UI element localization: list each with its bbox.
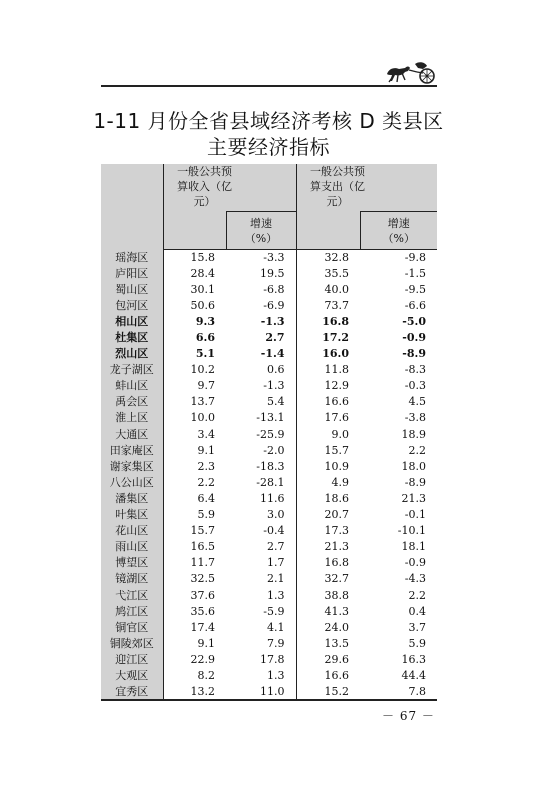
- income-growth-cell: -3.3: [263, 250, 285, 264]
- region-cell: 八公山区: [101, 475, 163, 491]
- table-row: [101, 684, 437, 700]
- income-header-label: 一般公共预算收入（亿元）: [177, 165, 233, 208]
- region-cell: 瑶海区: [101, 250, 163, 266]
- expend-growth-cell: -6.6: [404, 298, 426, 312]
- expend-growth-cell: -1.5: [404, 266, 426, 280]
- income-growth-cell: -25.9: [256, 427, 285, 441]
- income-cell: 2.3: [197, 459, 216, 473]
- table-row: [101, 668, 437, 684]
- expend-cell: 10.9: [296, 459, 360, 475]
- table-row: [101, 298, 437, 314]
- region-cell: 迎江区: [101, 652, 163, 668]
- income-growth-cell: 1.3: [267, 588, 285, 602]
- region-column-header: [101, 164, 163, 250]
- expend-cell: 24.0: [296, 620, 360, 636]
- expend-growth-cell: 44.4: [401, 668, 426, 682]
- horse-carriage-icon: [383, 60, 437, 86]
- expend-growth-cell: -5.0: [402, 314, 426, 328]
- region-cell: 鸠江区: [101, 604, 163, 620]
- income-cell: 11.7: [190, 556, 216, 570]
- expend-cell: 17.6: [296, 410, 360, 426]
- expend-growth-cell: 4.5: [408, 395, 426, 409]
- expend-header: [296, 164, 437, 212]
- expend-growth-cell: -9.5: [404, 282, 426, 296]
- income-cell: 9.3: [195, 314, 216, 328]
- expend-cell: 13.5: [296, 636, 360, 652]
- indicator-table: [101, 164, 437, 701]
- expend-growth-cell: -0.3: [404, 379, 426, 393]
- table-body: [101, 250, 437, 701]
- expend-growth-cell: 21.3: [401, 491, 426, 505]
- income-growth-cell: -6.9: [263, 298, 285, 312]
- expend-growth-cell: -3.8: [404, 411, 426, 425]
- region-cell: 铜陵郊区: [101, 636, 163, 652]
- table-row: [101, 427, 437, 443]
- income-cell: 3.4: [197, 427, 216, 441]
- expend-cell: 32.7: [296, 571, 360, 587]
- income-growth-cell: -13.1: [256, 411, 285, 425]
- income-cell: 16.5: [190, 540, 216, 554]
- income-cell: 8.2: [197, 668, 216, 682]
- table-row: [101, 620, 437, 636]
- expend-cell: 29.6: [296, 652, 360, 668]
- expend-growth-cell: -10.1: [397, 524, 426, 538]
- expend-cell: 16.0: [296, 346, 360, 362]
- table-row: [101, 443, 437, 459]
- table-row: [101, 250, 437, 266]
- page-subtitle: 主要经济指标: [207, 135, 330, 159]
- expend-growth-cell: -9.8: [404, 250, 426, 264]
- income-cell: 10.2: [190, 363, 216, 377]
- page-title: 1-11 月份全省县域经济考核 D 类县区: [93, 109, 444, 133]
- expend-cell: 73.7: [296, 298, 360, 314]
- region-cell: 宜秀区: [101, 684, 163, 700]
- region-cell: 大通区: [101, 427, 163, 443]
- income-cell: 13.7: [190, 395, 216, 409]
- expend-cell: 16.8: [296, 314, 360, 330]
- expend-growth-cell: -8.3: [404, 363, 426, 377]
- income-cell: 2.2: [197, 475, 216, 489]
- expend-growth-cell: 18.1: [401, 540, 426, 554]
- region-cell: 龙子湖区: [101, 362, 163, 378]
- expend-growth-cell: -8.9: [402, 347, 426, 361]
- expend-cell: 21.3: [296, 539, 360, 555]
- income-cell: 10.0: [190, 411, 216, 425]
- income-growth-cell: 2.7: [265, 331, 285, 345]
- table-row: [101, 266, 437, 282]
- table-row: [101, 555, 437, 571]
- expend-growth-cell: 7.8: [360, 684, 437, 700]
- income-cell: 30.1: [190, 282, 216, 296]
- income-growth-cell: 1.3: [267, 668, 285, 682]
- table-row: [101, 378, 437, 394]
- income-cell: 50.6: [190, 298, 216, 312]
- table-row: [101, 282, 437, 298]
- income-growth-cell: 3.0: [267, 508, 285, 522]
- income-growth-cell: 7.9: [267, 636, 285, 650]
- expend-growth-cell: 2.2: [408, 443, 426, 457]
- table-row: [101, 491, 437, 507]
- region-cell: 花山区: [101, 523, 163, 539]
- income-cell: 15.7: [190, 524, 216, 538]
- income-cell: 35.6: [190, 604, 216, 618]
- expend-cell: 16.8: [296, 555, 360, 571]
- table-row: [101, 539, 437, 555]
- income-growth-cell: 2.1: [267, 572, 285, 586]
- income-cell: 32.5: [190, 572, 216, 586]
- expend-growth-cell: -4.3: [404, 572, 426, 586]
- table-row: [101, 330, 437, 346]
- expend-cell: 16.6: [296, 668, 360, 684]
- table-row: [101, 459, 437, 475]
- income-cell: 6.6: [195, 331, 216, 345]
- income-cell: 28.4: [190, 266, 216, 280]
- expend-header-label: 一般公共预算支出（亿元）: [310, 165, 365, 208]
- income-growth-cell: 5.4: [267, 395, 285, 409]
- income-cell: 22.9: [190, 652, 216, 666]
- region-cell: 雨山区: [101, 539, 163, 555]
- region-cell: 博望区: [101, 555, 163, 571]
- income-cell: 15.8: [190, 250, 216, 264]
- expend-cell: 15.2: [296, 684, 360, 700]
- page-number: － 67 －: [382, 709, 435, 723]
- expend-growth-cell: -0.9: [404, 556, 426, 570]
- table-row: [101, 362, 437, 378]
- table-row: [101, 314, 437, 330]
- expend-cell: 18.6: [296, 491, 360, 507]
- expend-growth-cell: -0.1: [404, 508, 426, 522]
- table-row: [101, 571, 437, 587]
- income-cell: 9.7: [197, 379, 216, 393]
- table-row: [101, 410, 437, 426]
- income-growth-cell: -1.3: [260, 314, 285, 328]
- income-header: [163, 164, 296, 212]
- income-growth-cell: -1.4: [260, 347, 285, 361]
- expend-growth-cell: 18.9: [401, 427, 426, 441]
- income-cell: 37.6: [190, 588, 216, 602]
- expend-growth-cell: 18.0: [401, 459, 426, 473]
- table-row: [101, 507, 437, 523]
- expend-cell: 38.8: [296, 587, 360, 603]
- income-growth-cell: 19.5: [260, 266, 285, 280]
- region-cell: 镜湖区: [101, 571, 163, 587]
- income-cell: 5.9: [197, 508, 216, 522]
- income-growth-cell: -5.9: [263, 604, 285, 618]
- region-cell: 大观区: [101, 668, 163, 684]
- expend-growth-cell: 5.9: [408, 636, 426, 650]
- income-cell: 17.4: [190, 620, 216, 634]
- region-cell: 相山区: [101, 314, 163, 330]
- expend-growth-cell: -8.9: [404, 475, 426, 489]
- expend-cell: 9.0: [296, 427, 360, 443]
- region-cell: 杜集区: [101, 330, 163, 346]
- income-growth-cell: -1.3: [263, 379, 285, 393]
- region-cell: 包河区: [101, 298, 163, 314]
- income-growth-cell: -2.0: [263, 443, 285, 457]
- income-growth-header: 增速（%）: [226, 212, 296, 250]
- expend-growth-cell: 16.3: [401, 652, 426, 666]
- income-growth-cell: 11.0: [226, 684, 296, 700]
- region-cell: 叶集区: [101, 507, 163, 523]
- income-growth-cell: 2.7: [267, 540, 285, 554]
- income-growth-cell: 4.1: [267, 620, 285, 634]
- expend-cell: 16.6: [296, 394, 360, 410]
- income-growth-cell: 17.8: [260, 652, 285, 666]
- expend-growth-cell: 3.7: [408, 620, 426, 634]
- expend-cell: 40.0: [296, 282, 360, 298]
- income-cell: 5.1: [195, 347, 216, 361]
- table-row: [101, 394, 437, 410]
- table-row: [101, 636, 437, 652]
- region-cell: 谢家集区: [101, 459, 163, 475]
- income-cell: 13.2: [163, 684, 226, 700]
- income-growth-cell: 1.7: [267, 556, 285, 570]
- region-cell: 铜官区: [101, 620, 163, 636]
- table-row: [101, 652, 437, 668]
- income-growth-cell: 11.6: [260, 491, 285, 505]
- income-growth-cell: 0.6: [267, 363, 285, 377]
- expend-cell: 11.8: [296, 362, 360, 378]
- income-growth-cell: -18.3: [256, 459, 285, 473]
- region-cell: 庐阳区: [101, 266, 163, 282]
- income-growth-cell: -6.8: [263, 282, 285, 296]
- region-cell: 田家庵区: [101, 443, 163, 459]
- table-row: [101, 346, 437, 362]
- income-cell: 6.4: [197, 491, 216, 505]
- expend-cell: 35.5: [296, 266, 360, 282]
- expend-growth-header: 增速（%）: [360, 212, 437, 250]
- table-row: [101, 475, 437, 491]
- table-row: [101, 523, 437, 539]
- expend-cell: 15.7: [296, 443, 360, 459]
- region-cell: 弋江区: [101, 587, 163, 603]
- region-cell: 淮上区: [101, 410, 163, 426]
- expend-growth-cell: 0.4: [408, 604, 426, 618]
- expend-cell: 12.9: [296, 378, 360, 394]
- region-cell: 蜀山区: [101, 282, 163, 298]
- region-cell: 蚌山区: [101, 378, 163, 394]
- table-row: [101, 604, 437, 620]
- expend-growth-cell: -0.9: [402, 331, 426, 345]
- expend-growth-cell: 2.2: [408, 588, 426, 602]
- region-cell: 烈山区: [101, 346, 163, 362]
- income-growth-cell: -28.1: [256, 475, 285, 489]
- region-cell: 禹会区: [101, 394, 163, 410]
- region-cell: 潘集区: [101, 491, 163, 507]
- expend-cell: 41.3: [296, 604, 360, 620]
- income-growth-cell: -0.4: [263, 524, 285, 538]
- table-row: [101, 587, 437, 603]
- expend-cell: 17.2: [296, 330, 360, 346]
- expend-cell: 17.3: [296, 523, 360, 539]
- income-cell: 9.1: [197, 443, 216, 457]
- expend-cell: 32.8: [296, 250, 360, 266]
- income-cell: 9.1: [197, 636, 216, 650]
- expend-cell: 4.9: [296, 475, 360, 491]
- expend-cell: 20.7: [296, 507, 360, 523]
